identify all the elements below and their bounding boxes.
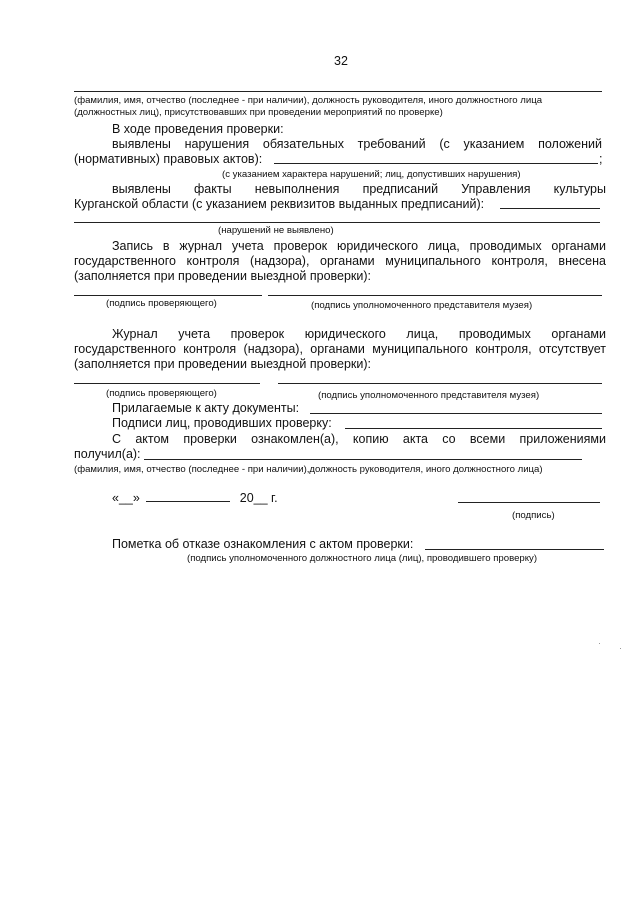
acquainted-line1: С актом проверки ознакомлен(а), копию акта со всеми приложениями xyxy=(112,432,606,446)
date-day[interactable]: «__» xyxy=(112,491,140,505)
fio-present-line xyxy=(74,91,602,92)
museum-signature-line-2[interactable] xyxy=(278,383,602,384)
refusal-note-label: Пометка об отказе ознакомления с актом проверки: xyxy=(112,537,414,551)
caption-sig-inspector-2: (подпись проверяющего) xyxy=(106,388,217,399)
attached-docs-label: Прилагаемые к акту документы: xyxy=(112,401,300,415)
inspector-signatures-label: Подписи лиц, проводивших проверку: xyxy=(112,416,332,430)
acquainted-field[interactable] xyxy=(144,459,582,460)
caption-sig-museum-2: (подпись уполномоченного представителя музея) xyxy=(318,390,540,401)
museum-signature-line-1[interactable] xyxy=(268,295,602,296)
acquainted-line2: получил(а): xyxy=(74,447,141,461)
caption-fio-head: (фамилия, имя, отчество (последнее - при наличии),должность руководителя, иного должностного лица) xyxy=(74,464,543,475)
caption-fio-line1: (фамилия, имя, отчество (последнее - при наличии), должность руководителя, иного должностного лица xyxy=(74,95,543,106)
date-month-field[interactable] xyxy=(146,490,230,502)
scan-speck xyxy=(599,643,600,644)
violations-end: ; xyxy=(599,152,603,166)
caption-violations: (с указанием характера нарушений; лиц, допустивших нарушения) xyxy=(222,169,521,180)
violations-line2: (нормативных) правовых актов): xyxy=(74,152,263,166)
refusal-note-field[interactable] xyxy=(425,549,604,550)
journal-entry-line3: (заполняется при проведении выездной проверки): xyxy=(74,269,372,283)
inspector-signatures-field[interactable] xyxy=(345,428,602,429)
scan-speck xyxy=(620,648,621,649)
journal-absent-line1: Журнал учета проверок юридического лица, проводимых органами xyxy=(112,327,606,341)
violations-field[interactable] xyxy=(274,163,598,164)
caption-signature: (подпись) xyxy=(512,510,555,521)
orders-line1: выявлены факты невыполнения предписаний Управления культуры xyxy=(112,182,606,196)
orders-line2: Курганской области (с указанием реквизитов выданных предписаний): xyxy=(74,197,485,211)
date-year[interactable]: 20__ г. xyxy=(239,491,278,505)
caption-fio-line2: (должностных лиц), присутствовавших при проведении мероприятий по проверке) xyxy=(74,107,443,118)
date-line xyxy=(112,490,278,506)
violations-line1: выявлены нарушения обязательных требований (с указанием положений xyxy=(112,137,602,151)
journal-entry-line1: Запись в журнал учета проверок юридического лица, проводимых органами xyxy=(112,239,606,253)
caption-no-violations: (нарушений не выявлено) xyxy=(218,225,334,236)
caption-sig-museum-1: (подпись уполномоченного представителя музея) xyxy=(311,300,533,311)
during-inspection-heading: В ходе проведения проверки: xyxy=(112,122,284,136)
caption-refusal: (подпись уполномоченного должностного лица (лиц), проводившего проверку) xyxy=(187,553,538,564)
attached-docs-field[interactable] xyxy=(310,413,602,414)
inspector-signature-line-2[interactable] xyxy=(74,383,260,384)
page-number: 32 xyxy=(334,54,348,68)
orders-field[interactable] xyxy=(500,208,600,209)
journal-absent-line2: государственного контроля (надзора), органами муниципального контроля, отсутствует xyxy=(74,342,606,356)
orders-field-line2[interactable] xyxy=(74,222,600,223)
signature-field[interactable] xyxy=(458,502,600,503)
caption-sig-inspector-1: (подпись проверяющего) xyxy=(106,298,217,309)
inspector-signature-line-1[interactable] xyxy=(74,295,262,296)
journal-absent-line3: (заполняется при проведении выездной проверки): xyxy=(74,357,372,371)
journal-entry-line2: государственного контроля (надзора), органами муниципального контроля, внесена xyxy=(74,254,606,268)
